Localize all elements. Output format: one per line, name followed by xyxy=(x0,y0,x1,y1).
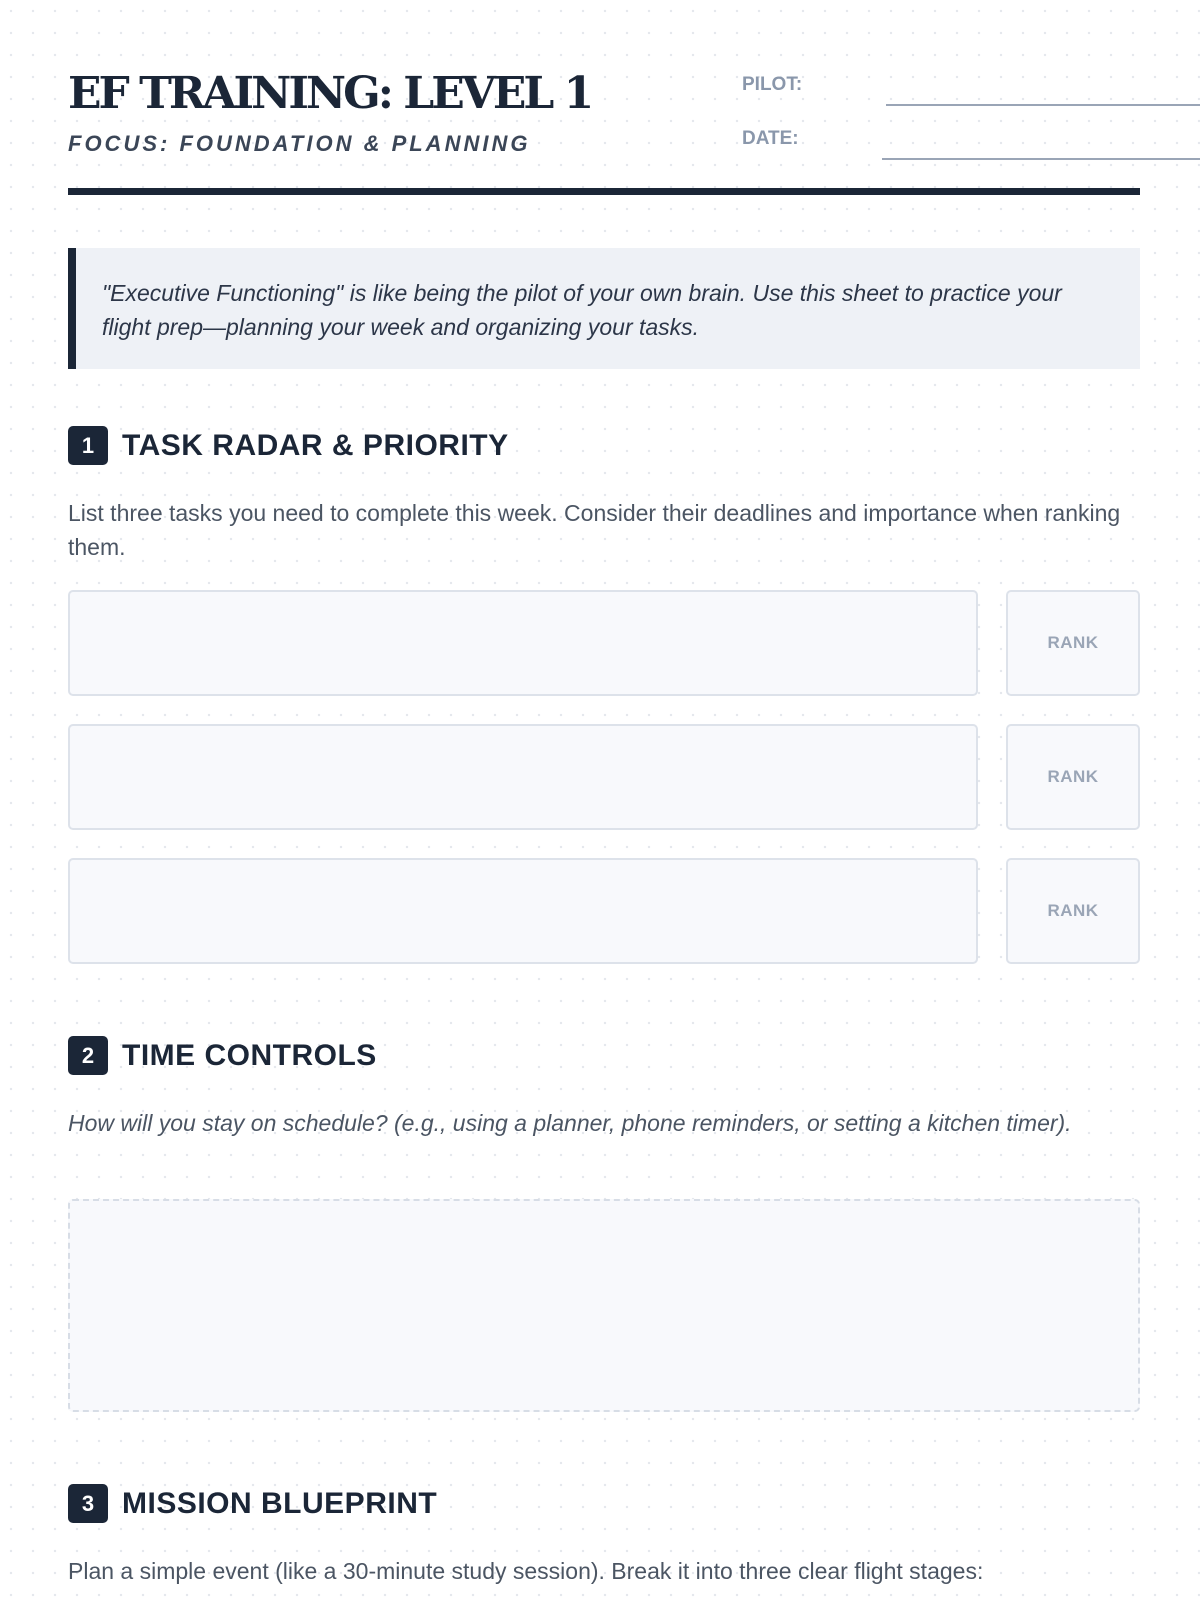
worksheet-header xyxy=(68,0,1140,196)
pilot-label: PILOT: xyxy=(742,74,803,95)
section-number-badge: 2 xyxy=(68,1036,108,1075)
rank-input-box[interactable] xyxy=(1006,858,1140,964)
task-row xyxy=(68,724,1140,830)
intro-text: "Executive Functioning" is like being the pilot of your own brain. Use this sheet to practice your flight prep—planning your week and organizing your tasks. xyxy=(102,280,1062,340)
worksheet-page xyxy=(68,0,1140,1584)
intro-callout xyxy=(68,248,1140,369)
pilot-write-line[interactable] xyxy=(886,104,1200,106)
date-field xyxy=(742,126,1142,156)
task-row xyxy=(68,590,1140,696)
date-write-line[interactable] xyxy=(882,158,1200,160)
rank-label: RANK xyxy=(1047,633,1099,652)
page-subtitle: FOCUS: FOUNDATION & PLANNING xyxy=(68,131,531,156)
section-description: How will you stay on schedule? (e.g., using a planner, phone reminders, or setting a kitchen timer). xyxy=(68,1110,1072,1136)
rank-label: RANK xyxy=(1047,901,1099,920)
task-input-box[interactable] xyxy=(68,858,978,964)
section-title: TIME CONTROLS xyxy=(122,1039,377,1072)
section-title: MISSION BLUEPRINT xyxy=(122,1487,438,1520)
date-label: DATE: xyxy=(742,128,799,149)
page-title: EF TRAINING: LEVEL 1 xyxy=(68,68,592,119)
rank-input-box[interactable] xyxy=(1006,724,1140,830)
section-description: Plan a simple event (like a 30-minute study session). Break it into three clear flight stages: xyxy=(68,1558,984,1584)
section-number-badge: 3 xyxy=(68,1484,108,1523)
time-controls-answer-box[interactable] xyxy=(68,1199,1140,1412)
header-divider xyxy=(68,188,1140,195)
pilot-field xyxy=(742,72,1142,102)
section-title: TASK RADAR & PRIORITY xyxy=(122,429,509,462)
section-number-badge: 1 xyxy=(68,426,108,465)
rank-input-box[interactable] xyxy=(1006,590,1140,696)
rank-label: RANK xyxy=(1047,767,1099,786)
task-row xyxy=(68,858,1140,964)
section-description: List three tasks you need to complete this week. Consider their deadlines and importance when ranking them. xyxy=(68,500,1121,560)
task-input-box[interactable] xyxy=(68,590,978,696)
task-input-box[interactable] xyxy=(68,724,978,830)
